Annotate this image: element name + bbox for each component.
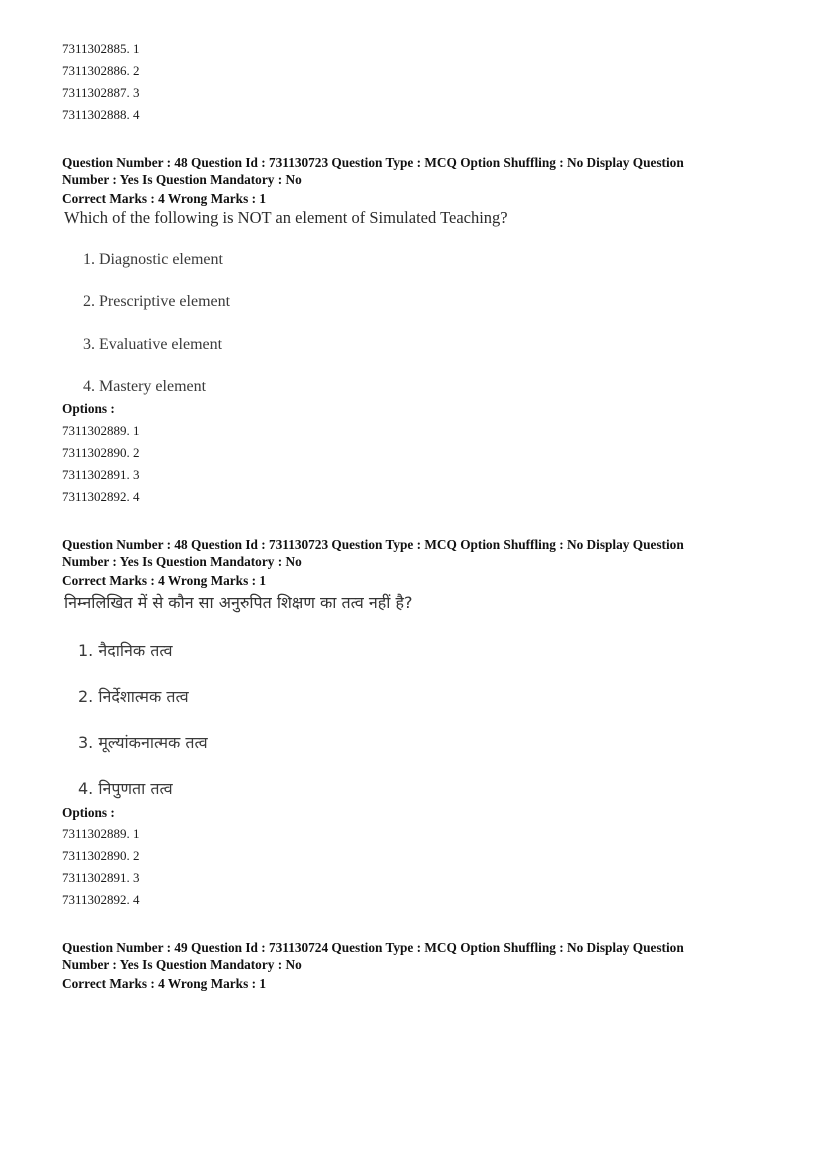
option-row: 7311302889. 1 bbox=[62, 826, 140, 841]
options-label: Options : bbox=[62, 805, 115, 820]
question-meta-line2: Number : Yes Is Question Mandatory : No bbox=[62, 957, 302, 972]
answer-choice: 4. Mastery element bbox=[83, 378, 207, 395]
option-row: 7311302889. 1 bbox=[62, 423, 140, 438]
question-meta-line1: Question Number : 49 Question Id : 731130724 Question Type : MCQ Option Shuffling : No Display Question bbox=[62, 940, 684, 955]
answer-choice: 1. Diagnostic element bbox=[83, 251, 223, 268]
option-row: 7311302892. 4 bbox=[62, 892, 140, 907]
question-block bbox=[62, 154, 762, 228]
question-block bbox=[62, 536, 762, 613]
option-row: 7311302886. 2 bbox=[62, 63, 140, 78]
option-row: 7311302890. 2 bbox=[62, 445, 140, 460]
answer-choice: 2. निर्देशात्मक तत्व bbox=[78, 687, 189, 706]
answer-choice: 3. मूल्यांकनात्मक तत्व bbox=[78, 733, 208, 752]
question-meta-line1: Question Number : 48 Question Id : 731130723 Question Type : MCQ Option Shuffling : No Display Question bbox=[62, 155, 684, 170]
question-text: Which of the following is NOT an element of Simulated Teaching? bbox=[64, 208, 508, 227]
question-meta-line1: Question Number : 48 Question Id : 731130723 Question Type : MCQ Option Shuffling : No Display Question bbox=[62, 537, 684, 552]
question-text: निम्नलिखित में से कौन सा अनुरुपित शिक्षण का तत्व नहीं है? bbox=[64, 593, 413, 612]
option-row: 7311302890. 2 bbox=[62, 848, 140, 863]
question-meta-line2: Number : Yes Is Question Mandatory : No bbox=[62, 172, 302, 187]
question-block bbox=[62, 939, 762, 992]
option-row: 7311302891. 3 bbox=[62, 467, 140, 482]
question-marks: Correct Marks : 4 Wrong Marks : 1 bbox=[62, 191, 266, 206]
option-row: 7311302891. 3 bbox=[62, 870, 140, 885]
answer-choice: 3. Evaluative element bbox=[83, 336, 223, 353]
option-row: 7311302888. 4 bbox=[62, 107, 140, 122]
option-row: 7311302887. 3 bbox=[62, 85, 140, 100]
question-meta-line2: Number : Yes Is Question Mandatory : No bbox=[62, 554, 302, 569]
answer-choice: 2. Prescriptive element bbox=[83, 293, 231, 310]
answer-choice: 4. निपुणता तत्व bbox=[78, 779, 173, 798]
question-marks: Correct Marks : 4 Wrong Marks : 1 bbox=[62, 976, 266, 991]
option-row: 7311302885. 1 bbox=[62, 41, 140, 56]
question-marks: Correct Marks : 4 Wrong Marks : 1 bbox=[62, 573, 266, 588]
options-label: Options : bbox=[62, 401, 115, 416]
answer-choice: 1. नैदानिक तत्व bbox=[78, 641, 173, 660]
option-row: 7311302892. 4 bbox=[62, 489, 140, 504]
